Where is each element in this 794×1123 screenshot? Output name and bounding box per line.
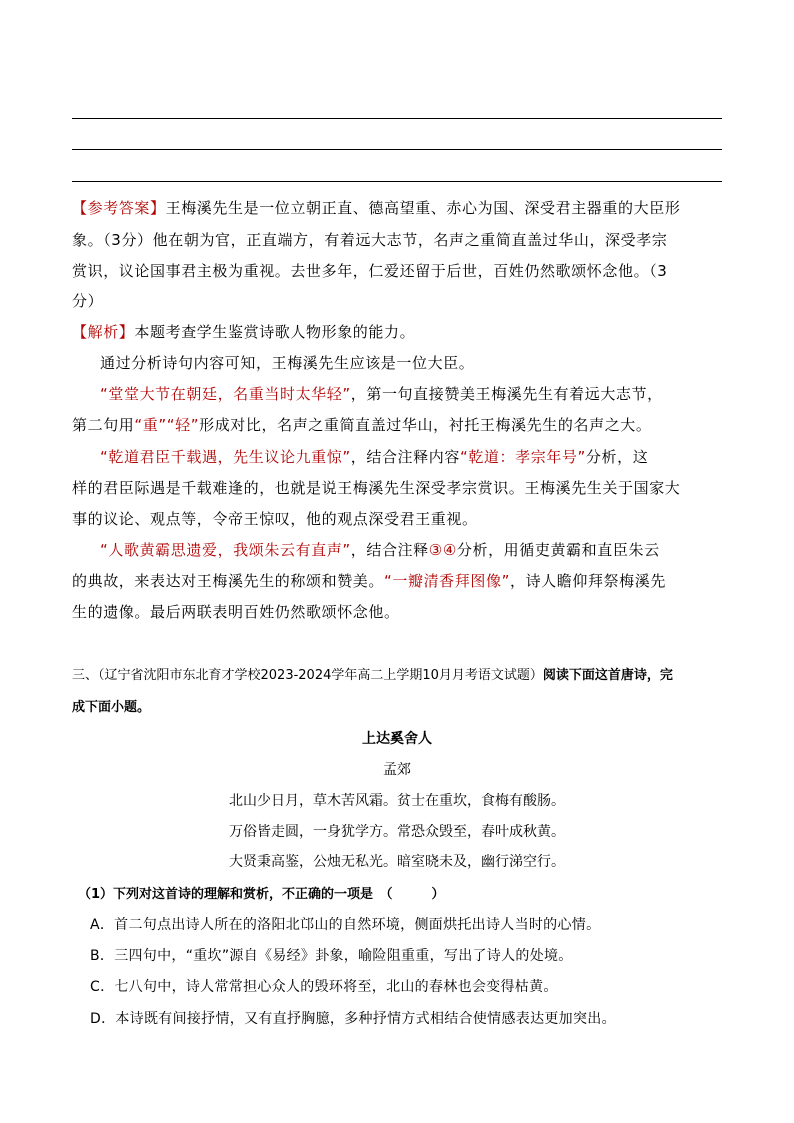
analysis-p4-line2: [72, 570, 666, 591]
poem-line-2: 万俗皆走圆，一身犹学方。常恐众毁至，春叶成秋黄。: [229, 824, 565, 840]
question-number: 三、: [72, 668, 99, 683]
answer-line2: 象。（3分）他在朝为官，正直端方，有着远大志节，名声之重简直盖过华山，深受孝宗: [72, 231, 668, 249]
analysis-p3-line2: 样的君臣际遇是千载难逢的，也就是说王梅溪先生深受孝宗赏识。王梅溪先生关于国家大: [72, 479, 681, 497]
poem-line-1: 北山少日月，草木苦风霜。贫士在重坎，食梅有酸肠。: [229, 793, 565, 809]
analysis-p3-line1: [100, 446, 648, 467]
analysis-p3-quote: “乾道君臣千载遇，先生议论九重惊”: [100, 448, 351, 466]
answer-line-2: [72, 149, 722, 150]
question-prompt-1: 阅读下面这首唐诗，完: [542, 668, 673, 683]
analysis-p2-rest: ，第一句直接赞美王梅溪先生有着远大志节，: [350, 385, 663, 403]
poem-line-3: 大贤秉高鉴，公烛无私光。暗室晓未及，幽行涕空行。: [229, 854, 565, 870]
analysis-p2-line2: [72, 414, 652, 435]
analysis-p4-note: ③④: [428, 541, 457, 559]
option-d: D．本诗既有间接抒情，又有直抒胸臆，多种抒情方式相结合使情感表达更加突出。: [90, 1011, 616, 1027]
poem-author: 孟郊: [383, 762, 411, 778]
analysis-label: 【解析】: [72, 323, 135, 341]
analysis-p2-quote: “堂堂大节在朝廷，名重当时太华轻”: [100, 385, 351, 403]
analysis-intro: 本题考查学生鉴赏诗歌人物形象的能力。: [134, 323, 416, 341]
analysis-p4-a: 的典故，来表达对王梅溪先生的称颂和赞美。: [72, 572, 385, 590]
option-c: C．七八句中，诗人常常担心众人的毁环将至，北山的春林也会变得枯黄。: [90, 979, 558, 995]
answer-line3: 赏识，议论国事君主极为重视。去世多年，仁爱还留于后世，百姓仍然歌颂怀念他。（3: [72, 262, 668, 280]
analysis-p3-note: “乾道：孝宗年号”: [459, 448, 586, 466]
analysis-p4-line1: [100, 539, 660, 560]
answer-label: 【参考答案】: [72, 199, 166, 217]
analysis-p4-line3: 生的遗像。最后两联表明百姓仍然歌颂怀念他。: [72, 603, 400, 621]
question-source: （辽宁省沈阳市东北育才学校2023-2024学年高二上学期10月月考语文试题）: [98, 668, 543, 683]
analysis-line1: [72, 321, 415, 342]
answer-line-3: [72, 181, 722, 182]
analysis-p2-a: 第二句用: [72, 416, 135, 434]
answer-line1: [72, 197, 680, 218]
answer-line4: 分）: [72, 292, 104, 310]
answer-text-1: 王梅溪先生是一位立朝正直、德高望重、赤心为国、深受君主器重的大臣形: [165, 199, 681, 217]
question-header-line1: [72, 664, 673, 683]
analysis-p4-quote: “人歌黄霸思遗爱，我颂朱云有直声”: [100, 541, 351, 559]
analysis-p4-mid: ，结合注释: [350, 541, 429, 559]
option-a: A．首二句点出诗人所在的洛阳北邙山的自然环境，侧面烘托出诗人当时的心情。: [90, 917, 601, 933]
analysis-p3-line3: 事的议论、观点等，令帝王惊叹，他的观点深受君王重视。: [72, 510, 478, 528]
analysis-p4-end: 分析，用循吏黄霸和直臣朱云: [456, 541, 660, 559]
question-header-line2: 成下面小题。: [72, 700, 151, 715]
analysis-p3-mid: ，结合注释内容: [350, 448, 460, 466]
analysis-p1: 通过分析诗句内容可知，王梅溪先生应该是一位大臣。: [100, 354, 475, 372]
analysis-p3-end: 分析，这: [585, 448, 649, 466]
option-b: B．三四句中，“重坎”源自《易经》卦象，喻险阻重重，写出了诗人的处境。: [90, 948, 573, 964]
analysis-p2-b: 形成对比，名声之重简直盖过华山，衬托王梅溪先生的名声之大。: [199, 416, 652, 434]
poem-title: 上达奚舍人: [362, 731, 432, 747]
analysis-p2-line1: [100, 383, 663, 404]
analysis-p2-q1: “重”“轻”: [134, 416, 200, 434]
analysis-p4-b: ，诗人瞻仰拜祭梅溪先: [509, 572, 666, 590]
answer-line-1: [72, 118, 722, 119]
analysis-p4-q: “一瓣清香拜图像”: [384, 572, 510, 590]
sub-question-stem: （1）下列对这首诗的理解和赏析，不正确的一项是 （ ）: [78, 887, 445, 902]
